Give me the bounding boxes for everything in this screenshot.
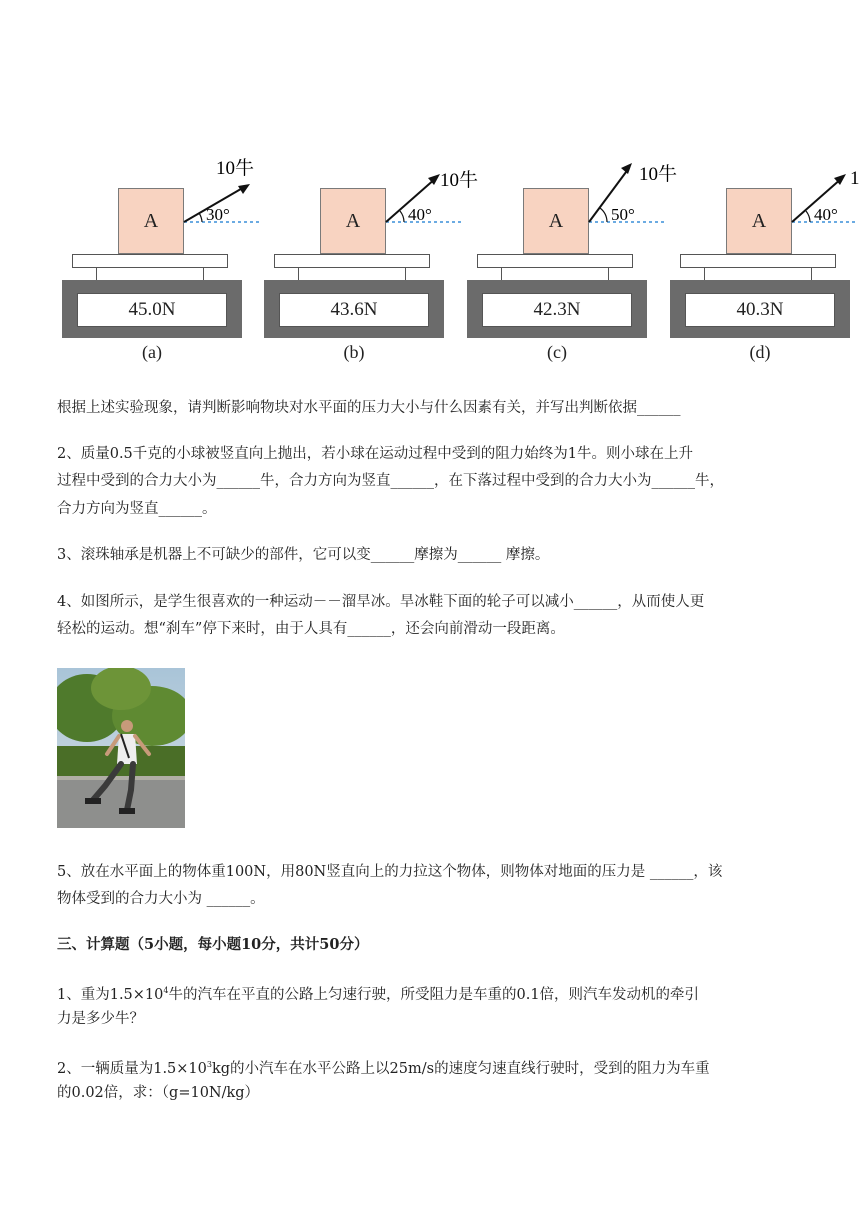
calc-q1-suffix: 牛的汽车在平直的公路上匀速行驶，所受阻力是车重的0.1倍，则汽车发动机的牵引 [168, 986, 700, 1003]
scale-stem-c [501, 268, 609, 280]
caption-b: (b) [343, 342, 365, 362]
calc-q2-exponent: 3 [206, 1060, 212, 1069]
experiment-figure [0, 150, 860, 380]
angle-label-a: 30° [206, 205, 230, 224]
question-3: 3、滚珠轴承是机器上不可缺少的部件，它可以变______摩擦为______ 摩擦。 [57, 547, 550, 563]
reading-c: 42.3N [482, 293, 632, 327]
calc-question-2-line-2: 的0.02倍，求：（g=10N/kg） [57, 1085, 260, 1101]
question-2-line-2: 过程中受到的合力大小为______牛，合力方向为竖直______，在下落过程中受到的合力大小为______牛， [57, 473, 724, 489]
calc-q2-suffix: kg的小汽车在水平公路上以25m/s的速度匀速直线行驶时，受到的阻力为车重 [211, 1060, 710, 1077]
reading-b: 43.6N [279, 293, 429, 327]
calc-q2-prefix: 2、一辆质量为1.5×10 [57, 1060, 207, 1077]
block-b: A [320, 188, 386, 254]
calc-q1-exponent: 4 [163, 986, 169, 995]
question-2-line-1: 2、质量0.5千克的小球被竖直向上抛出，若小球在运动过程中受到的阻力始终为1牛。则小球在上升 [57, 446, 694, 462]
question-5-line-2: 物体受到的合力大小为 ______。 [57, 891, 265, 907]
force-label-d: 1 [850, 168, 860, 189]
caption-c: (c) [547, 342, 567, 362]
scale-panel-c [467, 150, 678, 380]
question-5-line-1: 5、放在水平面上的物体重100N，用80N竖直向上的力拉这个物体，则物体对地面的压力是 ______，该 [57, 864, 723, 880]
angle-label-d: 40° [814, 205, 838, 224]
question-2-line-3: 合力方向为竖直______。 [57, 501, 217, 517]
block-d: A [726, 188, 792, 254]
caption-a: (a) [142, 342, 162, 362]
scale-panel-b [264, 150, 479, 380]
reading-a: 45.0N [77, 293, 227, 327]
angle-label-c: 50° [611, 205, 635, 224]
angle-label-b: 40° [408, 205, 432, 224]
reading-d: 40.3N [685, 293, 835, 327]
scale-panel-a [62, 150, 255, 380]
caption-d: (d) [749, 342, 771, 362]
section-3-heading: 三、计算题（5小题，每小题10分，共计50分） [57, 936, 369, 953]
block-c: A [523, 188, 589, 254]
scale-plate-b [274, 254, 430, 268]
scale-plate-c [477, 254, 633, 268]
force-label-a: 10牛 [216, 158, 255, 179]
force-label-b: 10牛 [440, 170, 479, 191]
force-arrow-d [788, 150, 860, 254]
calc-q1-prefix: 1、重为1.5×10 [57, 986, 164, 1003]
paragraph-judgement: 根据上述实验现象，请判断影响物块对水平面的压力大小与什么因素有关，并写出判断依据______ [57, 400, 681, 416]
scale-stem-d [704, 268, 812, 280]
scale-stem-b [298, 268, 406, 280]
force-label-c: 10牛 [639, 164, 678, 185]
scale-panel-d [670, 150, 860, 380]
question-4-line-2: 轻松的运动。想“刹车”停下来时，由于人具有______，还会向前滑动一段距离。 [57, 621, 565, 637]
scale-stem-a [96, 268, 204, 280]
scale-plate-d [680, 254, 836, 268]
calc-question-1-line-2: 力是多少牛？ [57, 1011, 144, 1027]
block-a: A [118, 188, 184, 254]
question-4-line-1: 4、如图所示，是学生很喜欢的一种运动－－溜旱冰。旱冰鞋下面的轮子可以减小______，从而使人更 [57, 594, 705, 610]
scale-plate-a [72, 254, 228, 268]
skater-photo [57, 668, 185, 828]
